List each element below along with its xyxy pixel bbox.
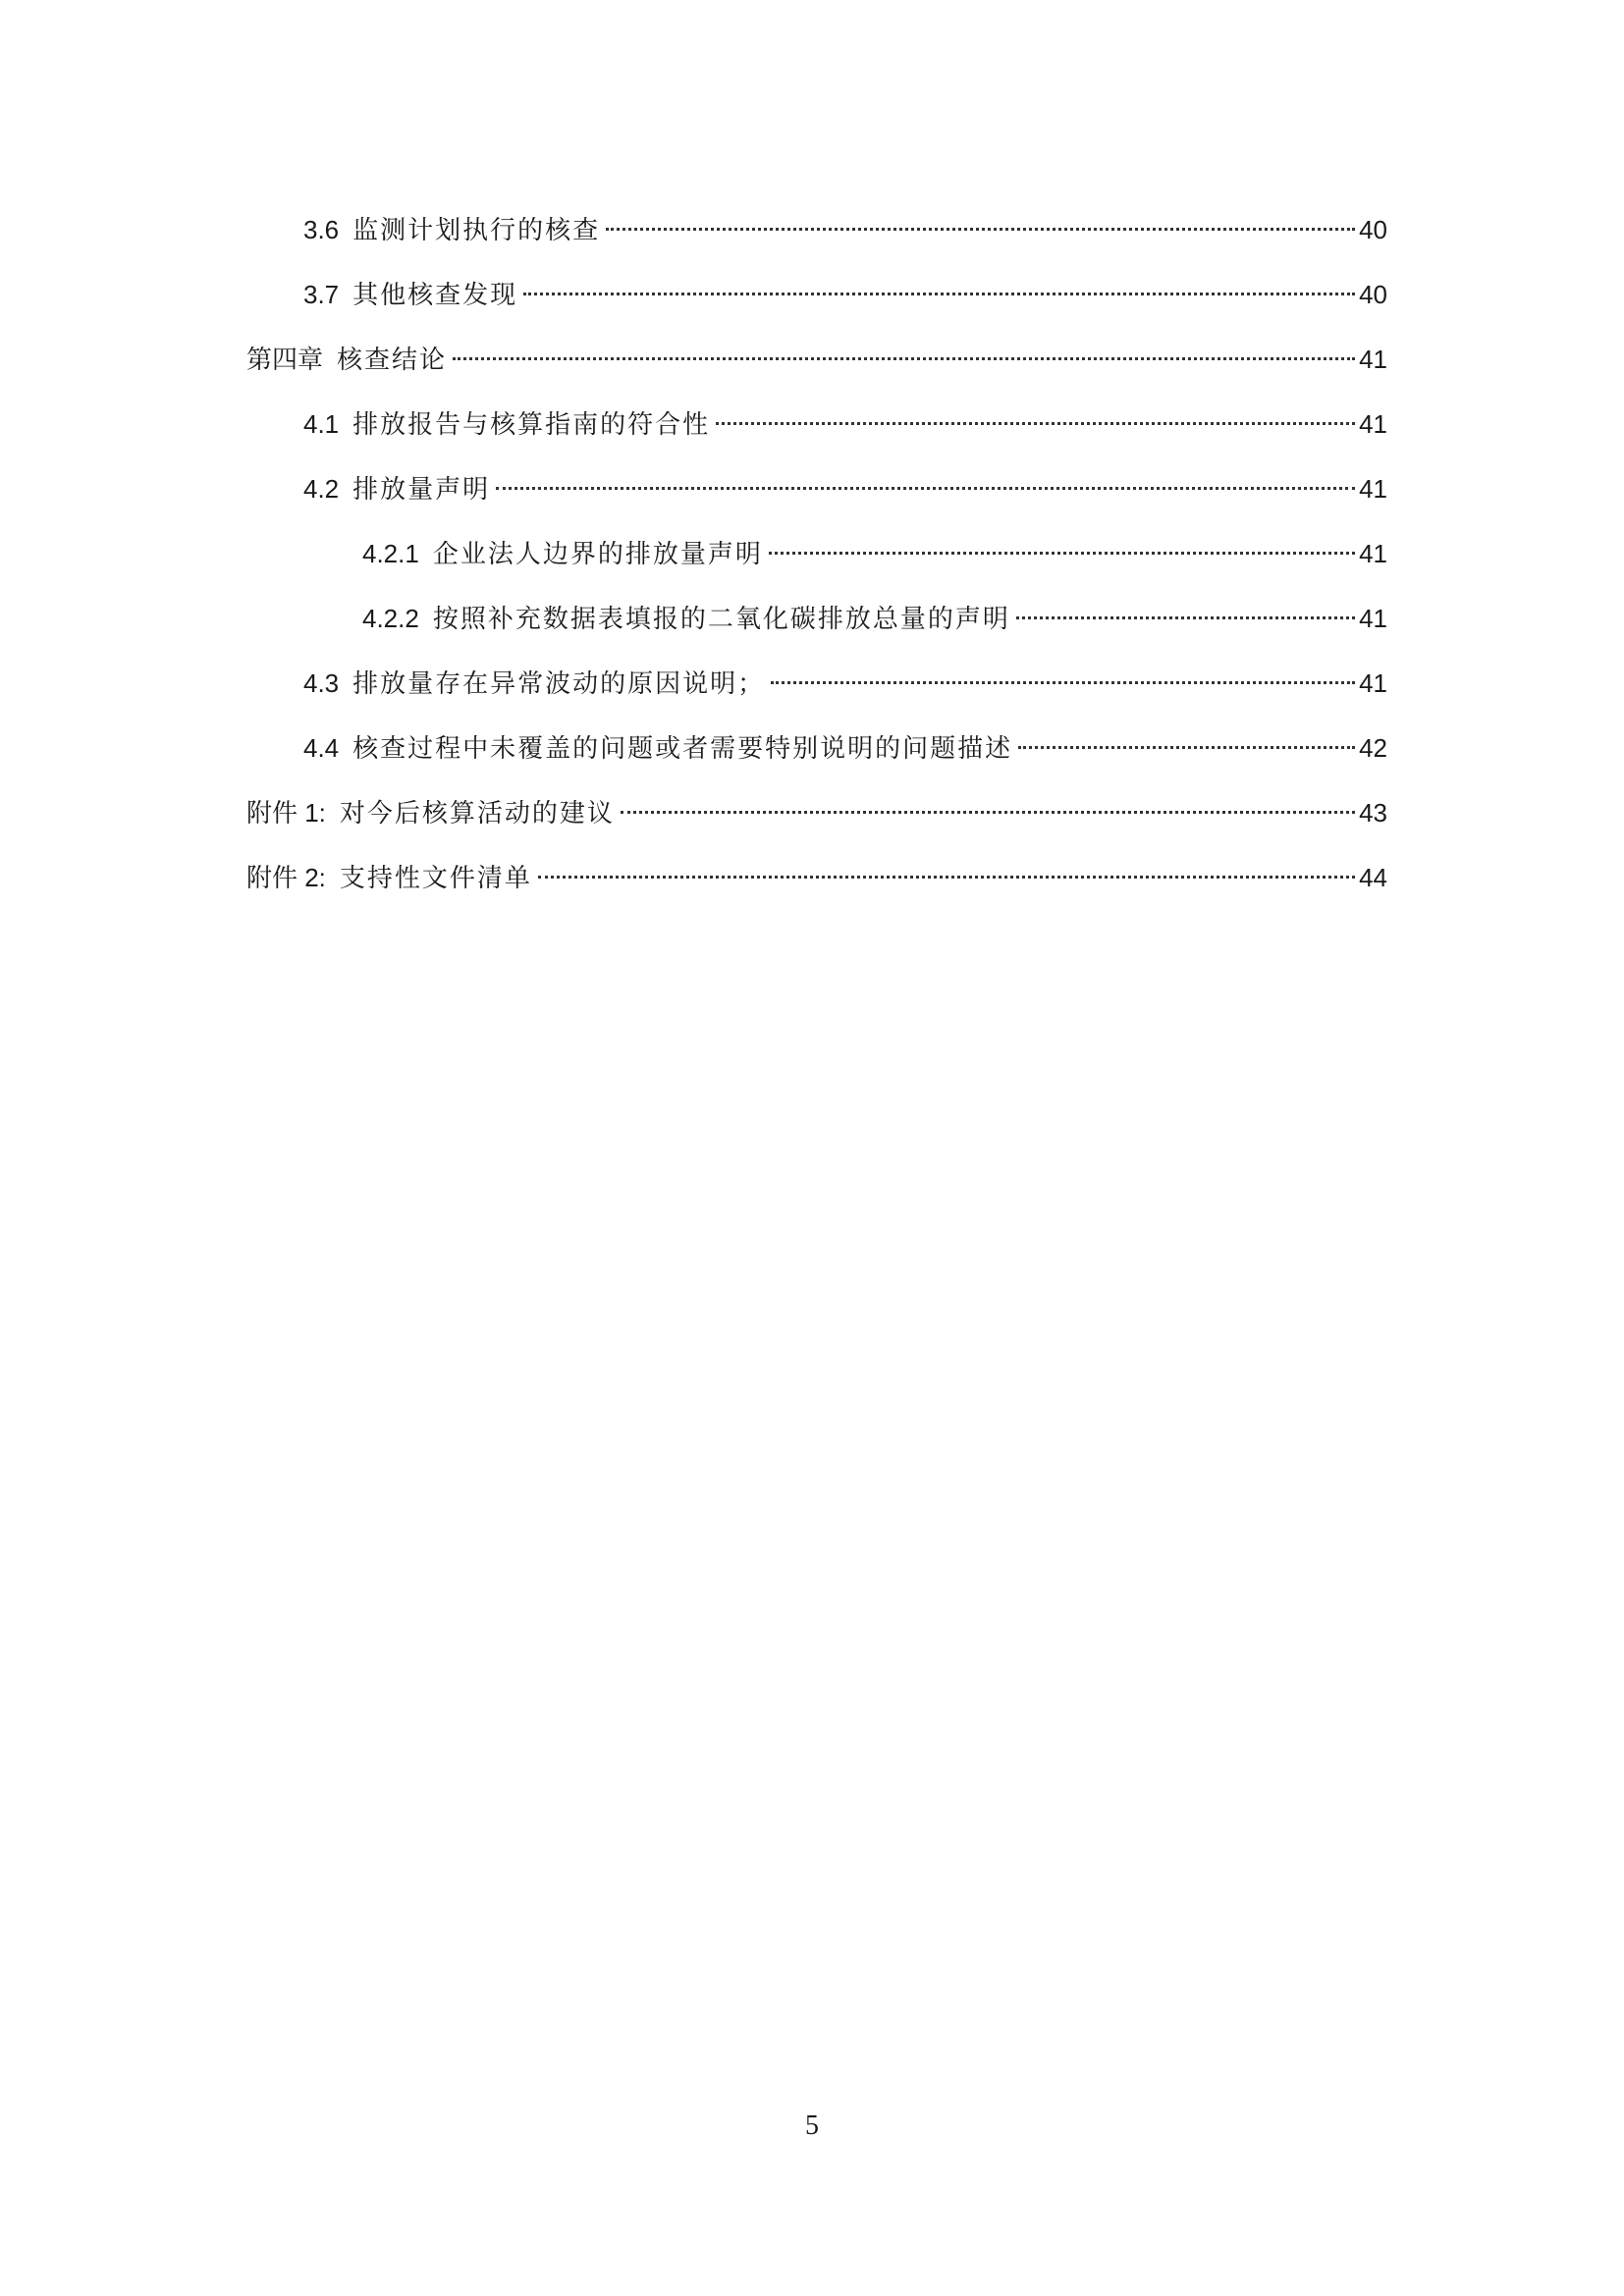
- toc-entry-title: 核查过程中未覆盖的问题或者需要特别说明的问题描述: [352, 734, 1013, 764]
- toc-entry-number: 4.2: [303, 474, 340, 504]
- toc-entry-page: 41: [1359, 409, 1387, 439]
- toc-entry[interactable]: [246, 206, 1387, 271]
- toc-entry-title: 其他核查发现: [352, 281, 518, 310]
- toc-entry-page: 41: [1359, 539, 1387, 568]
- toc-entry-number: 附件 1:: [246, 798, 326, 828]
- toc-entry-number: 4.2.1: [362, 539, 419, 568]
- toc-entry-page: 41: [1359, 474, 1387, 504]
- toc-entry-title: 排放量存在异常波动的原因说明；: [352, 669, 766, 699]
- toc-entry[interactable]: [246, 595, 1387, 660]
- toc-entry-title: 按照补充数据表填报的二氧化碳排放总量的声明: [432, 605, 1010, 634]
- toc-dot-leader: [1016, 616, 1355, 619]
- toc-entry-number: 3.6: [303, 215, 340, 244]
- toc-dot-leader: [771, 681, 1355, 684]
- toc-entry-page: 41: [1359, 604, 1387, 633]
- toc-entry-title: 对今后核算活动的建议: [339, 799, 615, 828]
- toc-entry[interactable]: [246, 336, 1387, 400]
- toc-entry[interactable]: [246, 400, 1387, 465]
- toc-entry-page: 43: [1359, 798, 1387, 828]
- toc-entry-page: 40: [1359, 215, 1387, 244]
- toc-dot-leader: [523, 293, 1355, 295]
- toc-entry[interactable]: [246, 271, 1387, 336]
- toc-dot-leader: [606, 228, 1355, 231]
- toc-dot-leader: [769, 552, 1355, 555]
- toc-entry-number: 4.4: [303, 733, 340, 763]
- toc-entry-number: 3.7: [303, 280, 340, 309]
- toc-entry-page: 44: [1359, 863, 1387, 892]
- toc-entry-page: 41: [1359, 668, 1387, 698]
- toc-entry-title: 监测计划执行的核查: [352, 216, 601, 245]
- toc-dot-leader: [453, 357, 1355, 360]
- toc-entry-page: 40: [1359, 280, 1387, 309]
- toc-entry-page: 42: [1359, 733, 1387, 763]
- toc-entry-number: 4.2.2: [362, 604, 419, 633]
- toc-entry-number: 4.3: [303, 668, 340, 698]
- toc-dot-leader: [1018, 746, 1355, 749]
- toc-dot-leader: [538, 876, 1355, 879]
- toc-entry-title: 支持性文件清单: [339, 864, 532, 893]
- table-of-contents: [246, 206, 1387, 919]
- toc-dot-leader: [496, 487, 1355, 490]
- toc-entry-number: 4.1: [303, 409, 340, 439]
- toc-entry[interactable]: [246, 854, 1387, 919]
- toc-entry[interactable]: [246, 465, 1387, 530]
- toc-entry[interactable]: [246, 530, 1387, 595]
- toc-entry-title: 排放量声明: [352, 475, 491, 505]
- toc-entry-page: 41: [1359, 345, 1387, 374]
- toc-entry[interactable]: [246, 789, 1387, 854]
- page-number: 5: [805, 2110, 819, 2141]
- toc-entry[interactable]: [246, 724, 1387, 789]
- toc-entry-title: 核查结论: [337, 346, 448, 375]
- toc-entry-number: 第四章: [246, 345, 324, 374]
- toc-entry[interactable]: [246, 660, 1387, 724]
- toc-entry-number: 附件 2:: [246, 863, 326, 892]
- toc-entry-title: 排放报告与核算指南的符合性: [352, 410, 711, 440]
- toc-dot-leader: [716, 422, 1355, 425]
- toc-entry-title: 企业法人边界的排放量声明: [432, 540, 763, 569]
- toc-dot-leader: [621, 811, 1355, 814]
